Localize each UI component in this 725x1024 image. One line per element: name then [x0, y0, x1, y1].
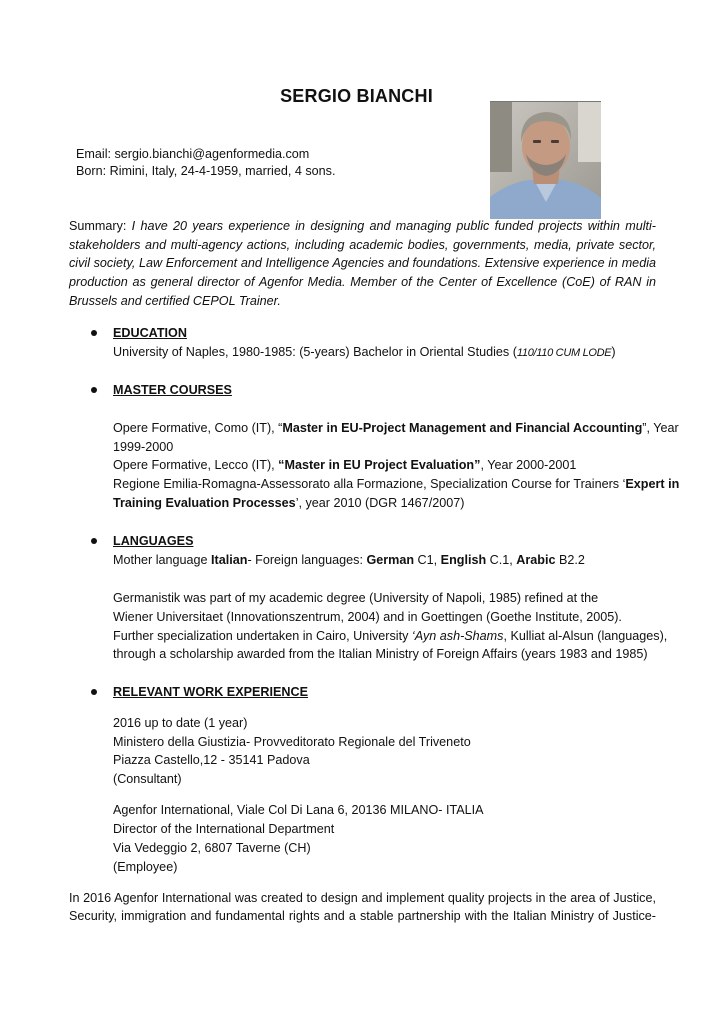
bullet-icon — [91, 538, 97, 544]
lang-text: C.1, — [486, 553, 517, 567]
closing-line-1: In 2016 Agenfor International was created to design and implement quality projects in the area of Justice, — [69, 891, 656, 905]
lang-italian: Italian — [211, 553, 248, 567]
work-heading: RELEVANT WORK EXPERIENCE — [113, 685, 308, 699]
education-text: University of Naples, 1980-1985: (5-years) Bachelor in Oriental Studies ( — [113, 345, 517, 359]
master-line-2: 1999-2000 — [113, 440, 174, 454]
job2-line: (Employee) — [113, 860, 178, 874]
languages-detail-1: Germanistik was part of my academic degree (University of Napoli, 1985) refined at the — [113, 591, 599, 605]
summary-paragraph — [69, 217, 656, 311]
languages-line — [113, 551, 585, 569]
education-honors: 110/110 CUM LODE — [516, 347, 612, 359]
job1-line: (Consultant) — [113, 772, 182, 786]
lang-detail-text: Further specialization undertaken in Cairo, University — [113, 629, 412, 643]
lang-german: German — [366, 553, 415, 567]
bullet-icon — [91, 689, 97, 695]
master-l1-pre: Opere Formative, Como (IT), “ — [113, 421, 283, 435]
closing-line-2: Security, immigration and fundamental rights and a stable partnership with the Italian Ministry of Justice- — [69, 909, 656, 923]
languages-detail-4: through a scholarship awarded from the Italian Ministry of Foreign Affairs (years 1983 and 1985) — [113, 647, 648, 661]
master-line-1 — [113, 419, 679, 437]
job2-line: Via Vedeggio 2, 6807 Taverne (CH) — [113, 841, 311, 855]
lang-english: English — [440, 553, 487, 567]
master-l3-pre: Opere Formative, Lecco (IT), — [113, 458, 279, 472]
bullet-icon — [91, 387, 97, 393]
job1-line: Piazza Castello,12 - 35141 Padova — [113, 753, 310, 767]
master-l5-title: Training Evaluation Processes — [113, 496, 296, 510]
education-line — [113, 343, 616, 362]
languages-detail-2: Wiener Universitaet (Innovationszentrum, 2004) and in Goettingen (Goethe Institute, 2005). — [113, 610, 622, 624]
email-line: Email: sergio.bianchi@agenformedia.com — [76, 147, 310, 161]
education-close: ) — [611, 345, 616, 359]
job1-line: 2016 up to date (1 year) — [113, 716, 248, 730]
master-l1-post: ”, Year — [642, 421, 679, 435]
lang-text: C1, — [414, 553, 441, 567]
master-line-3 — [113, 456, 576, 474]
master-line-5 — [113, 494, 464, 512]
education-heading: EDUCATION — [113, 326, 187, 340]
master-l4-title: Expert in — [625, 477, 680, 491]
lang-text: B2.2 — [555, 553, 585, 567]
profile-photo — [490, 101, 601, 219]
master-l4-pre: Regione Emilia-Romagna-Assessorato alla Formazione, Specialization Course for Trainers ‘ — [113, 477, 626, 491]
cv-name: SERGIO BIANCHI — [280, 86, 433, 106]
master-heading: MASTER COURSES — [113, 383, 232, 397]
languages-detail-3 — [113, 627, 667, 645]
lang-detail-university: ‘Ayn ash-Shams — [411, 629, 504, 643]
job2-line: Agenfor International, Viale Col Di Lana 6, 20136 MILANO- ITALIA — [113, 803, 484, 817]
master-l5-post: ’, year 2010 (DGR 1467/2007) — [295, 496, 465, 510]
lang-arabic: Arabic — [516, 553, 556, 567]
job1-line: Ministero della Giustizia- Provveditorato Regionale del Triveneto — [113, 735, 471, 749]
lang-text: - Foreign languages: — [247, 553, 367, 567]
lang-text: Mother language — [113, 553, 212, 567]
lang-detail-text: , Kulliat al-Alsun (languages), — [503, 629, 668, 643]
languages-heading: LANGUAGES — [113, 534, 194, 548]
born-line: Born: Rimini, Italy, 24-4-1959, married, 4 sons. — [76, 164, 336, 178]
master-l1-title: Master in EU-Project Management and Financial Accounting — [282, 421, 643, 435]
master-l3-post: , Year 2000-2001 — [480, 458, 577, 472]
master-line-4 — [113, 475, 679, 493]
bullet-icon — [91, 330, 97, 336]
summary-label: Summary: — [69, 219, 127, 233]
summary-text: I have 20 years experience in designing and managing public funded projects within multi-stakeholders and multi-agency actions, including academic bodies, governments, media, private sector, civil society, Law Enforcement and Intelligence Agencies and foundations. Extensive experience in media production as general director of Agenfor Media. Member of the Center of Excellence (CoE) of RAN in Brussels and certified CEPOL Trainer. — [69, 219, 656, 308]
master-l3-title: “Master in EU Project Evaluation” — [278, 458, 481, 472]
job2-line: Director of the International Department — [113, 822, 335, 836]
